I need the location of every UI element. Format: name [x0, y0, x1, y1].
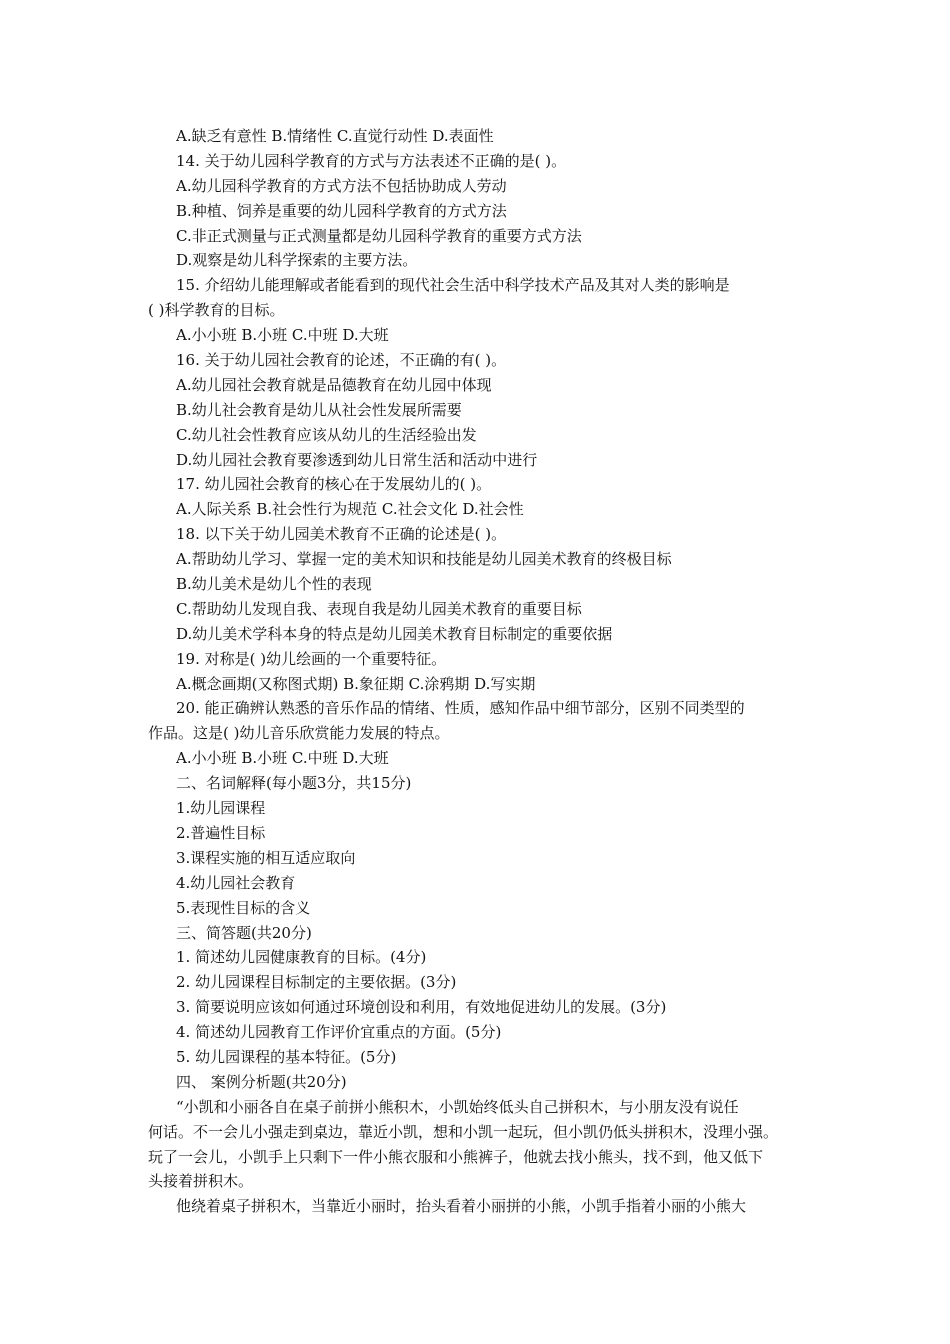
q18-option-c: C.帮助幼儿发现自我、表现自我是幼儿园美术教育的重要目标: [176, 599, 582, 618]
q20-options: A.小小班 B.小班 C.中班 D.大班: [176, 749, 389, 768]
q15-stem-line1: 15. 介绍幼儿能理解或者能看到的现代社会生活中科学技术产品及其对人类的影响是: [176, 276, 730, 295]
q13-options: A.缺乏有意性 B.情绪性 C.直觉行动性 D.表面性: [176, 127, 494, 145]
case-paragraph-2-line1: 他绕着桌子拼积木，当靠近小丽时，抬头看着小丽拼的小熊，小凯手指着小丽的小熊大: [176, 1197, 747, 1216]
q20-stem-line2: 作品。这是( )幼儿音乐欣赏能力发展的特点。: [148, 724, 450, 743]
q15-stem-line2: ( )科学教育的目标。: [148, 301, 285, 320]
q14-option-b: B.种植、饲养是重要的幼儿园科学教育的方式方法: [176, 201, 507, 220]
short-answer-5: 5. 幼儿园课程的基本特征。(5分): [176, 1047, 397, 1066]
q17-options: A.人际关系 B.社会性行为规范 C.社会文化 D.社会性: [176, 500, 524, 519]
q15-options: A.小小班 B.小班 C.中班 D.大班: [176, 326, 389, 345]
term-2: 2.普遍性目标: [176, 823, 266, 842]
q14-stem: 14. 关于幼儿园科学教育的方式与方法表述不正确的是( )。: [176, 151, 567, 170]
q19-stem: 19. 对称是( )幼儿绘画的一个重要特征。: [176, 649, 447, 668]
q18-option-a: A.帮助幼儿学习、掌握一定的美术知识和技能是幼儿园美术教育的终极目标: [176, 550, 672, 569]
q17-stem: 17. 幼儿园社会教育的核心在于发展幼儿的( )。: [176, 475, 492, 494]
q18-stem: 18. 以下关于幼儿园美术教育不正确的论述是( )。: [176, 525, 507, 544]
section-2-heading: 二、名词解释(每小题3分，共15分): [176, 774, 412, 793]
short-answer-4: 4. 简述幼儿园教育工作评价宜重点的方面。(5分): [176, 1023, 502, 1042]
q16-option-d: D.幼儿园社会教育要渗透到幼儿日常生活和活动中进行: [176, 450, 538, 469]
section-4-heading: 四、 案例分析题(共20分): [176, 1072, 347, 1091]
short-answer-2: 2. 幼儿园课程目标制定的主要依据。(3分): [176, 973, 457, 992]
case-paragraph-1-line4: 头接着拼积木。: [148, 1172, 254, 1191]
term-1: 1.幼儿园课程: [176, 799, 266, 818]
term-3: 3.课程实施的相互适应取向: [176, 848, 356, 867]
q14-option-d: D.观察是幼儿科学探索的主要方法。: [176, 251, 418, 270]
q16-stem: 16. 关于幼儿园社会教育的论述，不正确的有( )。: [176, 351, 507, 370]
exam-content: [148, 124, 816, 1219]
term-4: 4.幼儿园社会教育: [176, 873, 296, 892]
q19-options: A.概念画期(又称图式期) B.象征期 C.涂鸦期 D.写实期: [176, 674, 536, 693]
q16-option-c: C.幼儿社会性教育应该从幼儿的生活经验出发: [176, 425, 477, 444]
term-5: 5.表现性目标的含义: [176, 898, 311, 917]
q20-stem-line1: 20. 能正确辨认熟悉的音乐作品的情绪、性质，感知作品中细节部分，区别不同类型的: [176, 699, 745, 718]
q14-option-a: A.幼儿园科学教育的方式方法不包括协助成人劳动: [176, 176, 507, 195]
q16-option-a: A.幼儿园社会教育就是品德教育在幼儿园中体现: [176, 375, 492, 394]
q18-option-d: D.幼儿美术学科本身的特点是幼儿园美术教育目标制定的重要依据: [176, 624, 613, 643]
short-answer-1: 1. 简述幼儿园健康教育的目标。(4分): [176, 948, 427, 967]
short-answer-3: 3. 简要说明应该如何通过环境创设和利用，有效地促进幼儿的发展。(3分): [176, 998, 667, 1017]
q16-option-b: B.幼儿社会教育是幼儿从社会性发展所需要: [176, 400, 462, 419]
q14-option-c: C.非正式测量与正式测量都是幼儿园科学教育的重要方式方法: [176, 226, 582, 245]
case-paragraph-1-line2: 何话。不一会儿小强走到桌边，靠近小凯，想和小凯一起玩，但小凯仍低头拼积木，没理小强。: [148, 1122, 779, 1141]
section-3-heading: 三、简答题(共20分): [176, 923, 312, 942]
case-paragraph-1-line1: “小凯和小丽各自在桌子前拼小熊积木，小凯始终低头自己拼积木，与小朋友没有说任: [176, 1097, 739, 1116]
q18-option-b: B.幼儿美术是幼儿个性的表现: [176, 575, 372, 594]
case-paragraph-1-line3: 玩了一会儿，小凯手上只剩下一件小熊衣服和小熊裤子，他就去找小熊头，找不到，他又低下: [148, 1147, 764, 1166]
